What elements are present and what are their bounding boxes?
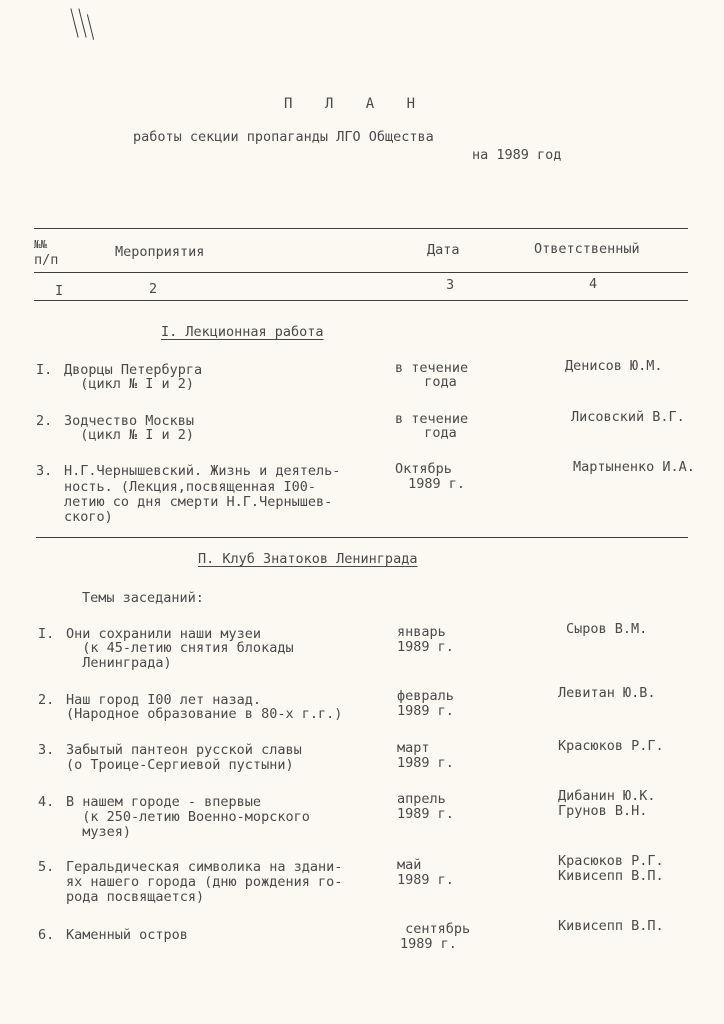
header-num-top: №№ <box>34 238 48 251</box>
s2-item2-num: 2. <box>38 692 55 708</box>
s2-item5-line2: ях нашего города (дню рождения го- <box>66 874 343 890</box>
s2-item2-resp: Левитан Ю.В. <box>558 685 656 701</box>
s2-item1-line2: (к 45-летию снятия блокады <box>66 640 294 656</box>
s1-item3-resp: Мартыненко И.А. <box>573 459 695 475</box>
s1-item2-line2: (цикл № I и 2) <box>64 427 195 443</box>
s2-item3-num: 3. <box>38 742 55 758</box>
s1-item2-line1: Зодчество Москвы <box>64 413 195 429</box>
header-events: Мероприятия <box>115 244 205 260</box>
s2-item4-line2: (к 250-летию Военно-морского <box>66 809 310 825</box>
s2-item5-resp1: Красюков Р.Г. <box>558 853 664 869</box>
s1-item2-num: 2. <box>36 413 53 429</box>
s1-item3-line1: Н.Г.Чернышевский. Жизнь и деятель- <box>64 463 341 479</box>
s2-item1-date1: январь <box>397 624 446 640</box>
s1-item1-line2: (цикл № I и 2) <box>64 376 195 392</box>
s1-item2-date2: года <box>408 425 457 441</box>
column-number-4: 4 <box>589 276 598 292</box>
s2-item3-date1: март <box>397 740 430 756</box>
s1-item1-date1: в течение <box>395 360 469 376</box>
s2-item6-date2: 1989 г. <box>400 936 457 952</box>
s1-item2-date1: в течение <box>395 411 469 427</box>
s2-item4-line1: В нашем городе - впервые <box>66 794 262 810</box>
s2-item3-date2: 1989 г. <box>397 755 454 771</box>
s1-item2-resp: Лисовский В.Г. <box>571 409 685 425</box>
s2-item1-line3: Ленинграда) <box>66 655 172 671</box>
s2-item3-line1: Забытый пантеон русской славы <box>66 742 302 758</box>
section-divider-rule <box>36 537 688 538</box>
s2-item4-date2: 1989 г. <box>397 806 454 822</box>
s1-item3-line3: летию со дня смерти Н.Г.Чернышев- <box>64 494 333 510</box>
document-subtitle: работы секции пропаганды ЛГО Общества <box>133 129 434 145</box>
s2-item4-resp2: Грунов В.Н. <box>558 803 648 819</box>
s2-item4-num: 4. <box>38 794 55 810</box>
s2-item5-line1: Геральдическая символика на здани- <box>66 859 343 875</box>
s2-item6-date1: сентябрь <box>397 921 471 937</box>
s2-item5-line3: рода посвящается) <box>66 889 205 905</box>
header-num-bottom: п/п <box>34 252 59 268</box>
column-number-1: I <box>55 283 64 299</box>
s1-item3-line4: ского) <box>64 509 113 525</box>
document-year: на 1989 год <box>472 147 562 163</box>
s1-item3-line2: ность. (Лекция,посвященная I00- <box>64 479 316 495</box>
s2-item6-num: 6. <box>38 927 55 943</box>
s1-item1-num: I. <box>36 362 53 378</box>
pen-marks <box>68 8 98 42</box>
s2-item2-date1: февраль <box>397 688 454 704</box>
document-title: П Л А Н <box>284 96 428 112</box>
s1-item1-line1: Дворцы Петербурга <box>64 362 203 378</box>
s2-item1-resp: Сыров В.М. <box>566 621 648 637</box>
table-column-rule <box>34 300 688 301</box>
s2-item6-line1: Каменный остров <box>66 927 188 943</box>
s2-item3-line2: (о Троице-Сергиевой пустыни) <box>66 757 294 773</box>
s2-item4-line3: музея) <box>66 824 132 840</box>
s2-item1-line1: Они сохранили наши музеи <box>66 626 262 642</box>
header-responsible: Ответственный <box>534 241 640 257</box>
s2-item5-num: 5. <box>38 859 55 875</box>
s2-item5-date1: май <box>397 857 422 873</box>
s2-item6-resp: Кивисепп В.П. <box>558 918 664 934</box>
s2-item5-resp2: Кивисепп В.П. <box>558 868 664 884</box>
table-header-rule <box>34 272 688 273</box>
table-top-rule <box>34 228 688 229</box>
section2-intro: Темы заседаний: <box>82 590 204 606</box>
header-date: Дата <box>427 242 460 258</box>
s2-item4-date1: апрель <box>397 791 446 807</box>
s1-item3-date1: Октябрь <box>395 461 452 477</box>
s2-item3-resp: Красюков Р.Г. <box>558 738 664 754</box>
s1-item1-date2: года <box>408 374 457 390</box>
s1-item1-resp: Денисов Ю.М. <box>565 358 663 374</box>
s2-item2-line2: (Народное образование в 80-х г.г.) <box>66 706 343 722</box>
s2-item5-date2: 1989 г. <box>397 872 454 888</box>
s2-item4-resp1: Дибанин Ю.К. <box>558 788 656 804</box>
column-number-2: 2 <box>149 281 158 297</box>
s2-item2-line1: Наш город I00 лет назад. <box>66 692 262 708</box>
s1-item3-num: 3. <box>36 463 53 479</box>
s2-item2-date2: 1989 г. <box>397 703 454 719</box>
s2-item1-date2: 1989 г. <box>397 639 454 655</box>
column-number-3: 3 <box>446 277 455 293</box>
s2-item1-num: I. <box>38 626 55 642</box>
section2-title: П. Клуб Знатоков Ленинграда <box>198 551 418 567</box>
s1-item3-date2: 1989 г. <box>400 476 466 492</box>
section1-title: I. Лекционная работа <box>161 324 324 340</box>
